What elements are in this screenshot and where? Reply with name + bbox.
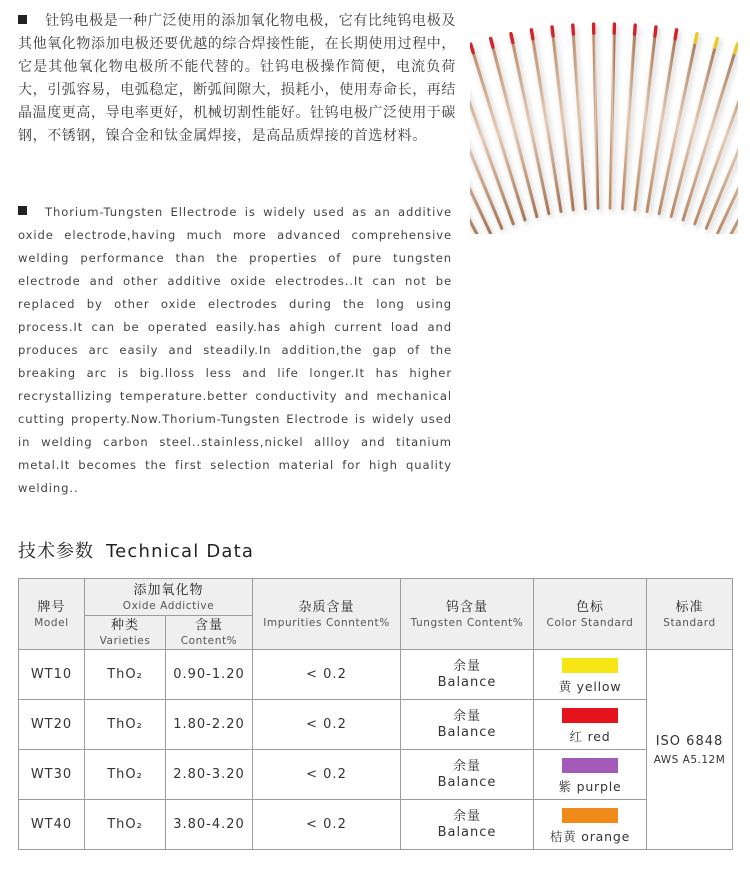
content-cell: 2.80-3.20 <box>166 750 253 800</box>
impurities-cell: < 0.2 <box>253 750 401 800</box>
impurities-cell: < 0.2 <box>253 700 401 750</box>
technical-data-table <box>18 578 733 850</box>
color-swatch <box>562 808 618 823</box>
variety-cell: ThO₂ <box>85 700 166 750</box>
tungsten-electrodes-photo <box>470 6 738 234</box>
header-impurities: 杂质含量 Impurities Conntent% <box>253 579 401 650</box>
color-cell <box>534 800 647 850</box>
electrode-tip <box>655 27 656 36</box>
color-cell <box>534 750 647 800</box>
color-cell <box>534 700 647 750</box>
tungsten-cell: 余量 Balance <box>401 700 534 750</box>
intro-english-text: Thorium-Tungsten Ellectrode is widely used as an additive oxide electrode,having much more advanced comprehensive welding performance than the properties of pure tungsten electrode and other additive oxide electrodes..It can not be replaced by other oxide electrodes during the long using process.It can be operated easily.has ahigh current load and produces arc easily and steadily.In addition,the gap of the breaking arc is big.lloss less and life longer.It has higher recrystallizing temperature.better conductivity and mechanical cutting property.Now.Thorium-Tungsten Electrode is widely used in welding carbon steel..stainless,nickel allloy and titanium metal.It becomes the first selection material for high quality welding.. <box>18 205 452 495</box>
header-color-standard: 色标 Color Standard <box>534 579 647 650</box>
color-name: 桔黄 orange <box>549 828 631 844</box>
variety-cell: ThO₂ <box>85 750 166 800</box>
electrode-tip <box>695 34 697 43</box>
model-cell: WT40 <box>19 800 85 850</box>
content-cell: 0.90-1.20 <box>166 650 253 700</box>
electrode-rod <box>623 25 636 209</box>
table-row <box>19 700 733 750</box>
electrode-tip <box>552 27 553 36</box>
bullet-icon <box>18 15 27 24</box>
header-varieties: 种类 Varieties <box>85 616 166 650</box>
intro-chinese-paragraph <box>18 10 456 148</box>
color-name: 紫 purple <box>558 778 622 794</box>
content-cell: 1.80-2.20 <box>166 700 253 750</box>
section-title <box>18 537 254 563</box>
tungsten-cell: 余量 Balance <box>401 750 534 800</box>
electrode-rod <box>610 24 614 208</box>
section-title-en: Technical Data <box>106 541 255 562</box>
intro-chinese-text: 钍钨电极是一种广泛使用的添加氧化物电极，它有比纯钨电极及其他氧化物添加电极还要优越的综合焊接性能，在长期使用过程中，它是其他氧化物电极所不能代替的。钍钨电极操作简便，电流负荷大，引弧容易，电弧稳定，断弧间隙大，损耗小，使用寿命长，再结晶温度更高，导电率更好，机械切割性能好。钍钨电极广泛使用于碳钢，不锈钢，镍合金和钛金属焊接，是高品质焊接的首选材料。 <box>18 13 456 144</box>
color-name: 红 red <box>569 728 611 744</box>
color-swatch <box>562 758 618 773</box>
header-tungsten-content: 钨含量 Tungsten Content% <box>401 579 534 650</box>
tungsten-cell: 余量 Balance <box>401 650 534 700</box>
table-row <box>19 750 733 800</box>
electrode-tip <box>471 44 474 53</box>
variety-cell: ThO₂ <box>85 800 166 850</box>
section-title-cn: 技术参数 <box>18 541 94 562</box>
standard-cell: ISO 6848 AWS A5.12M <box>647 650 733 850</box>
electrode-rod <box>594 24 598 208</box>
electrode-tip <box>735 44 738 53</box>
tungsten-cell: 余量 Balance <box>401 800 534 850</box>
variety-cell: ThO₂ <box>85 650 166 700</box>
color-name: 黄 yellow <box>558 678 622 694</box>
intro-english-paragraph <box>18 201 452 500</box>
electrode-tip <box>531 30 532 39</box>
electrode-tip <box>573 25 574 34</box>
electrode-tip <box>491 38 493 47</box>
electrode-rod <box>573 25 586 209</box>
impurities-cell: < 0.2 <box>253 650 401 700</box>
color-swatch <box>562 708 618 723</box>
header-model: 牌号 Model <box>19 579 85 650</box>
electrode-tip <box>635 25 636 34</box>
electrode-rod <box>695 51 738 224</box>
model-cell: WT30 <box>19 750 85 800</box>
impurities-cell: < 0.2 <box>253 800 401 850</box>
table-row <box>19 650 733 700</box>
content-cell: 3.80-4.20 <box>166 800 253 850</box>
header-standard: 标准 Standard <box>647 579 733 650</box>
color-cell <box>534 650 647 700</box>
electrode-rod <box>470 51 513 224</box>
electrode-tip <box>675 30 676 39</box>
electrode-tip <box>511 34 513 43</box>
header-content: 含量 Content% <box>166 616 253 650</box>
model-cell: WT20 <box>19 700 85 750</box>
bullet-icon <box>18 206 27 215</box>
color-swatch <box>562 658 618 673</box>
model-cell: WT10 <box>19 650 85 700</box>
electrode-tip <box>715 38 717 47</box>
table-row <box>19 800 733 850</box>
header-oxide-additive: 添加氧化物 Oxide Addictive <box>85 579 253 616</box>
